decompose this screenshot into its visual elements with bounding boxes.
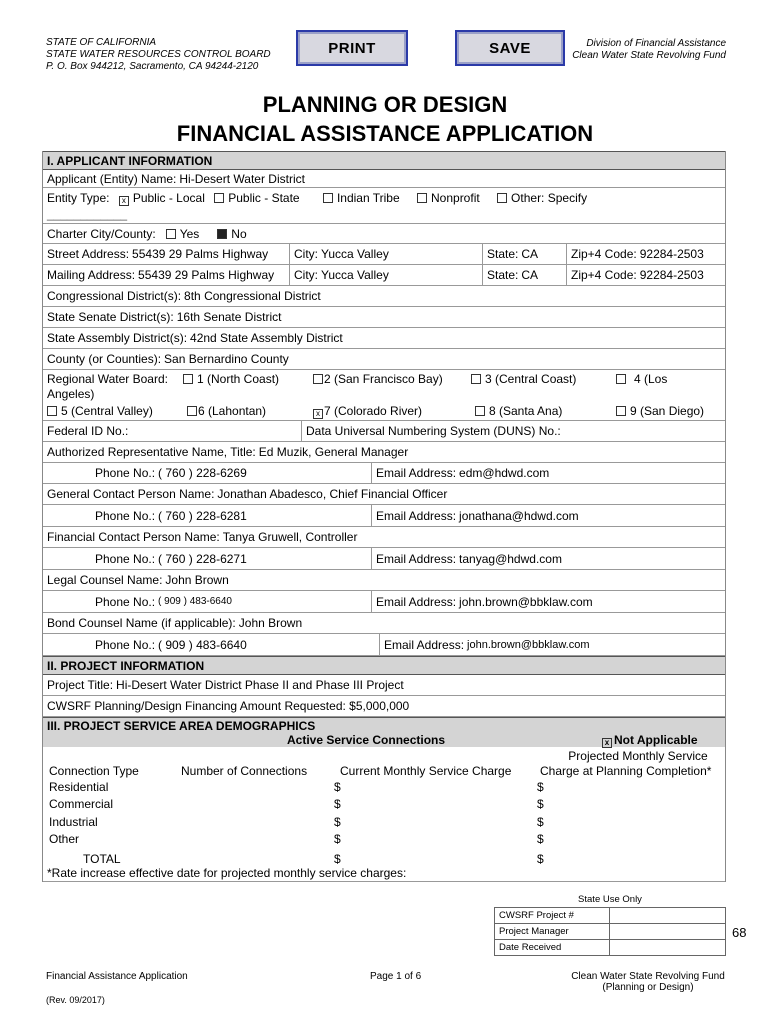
assembly-label: State Assembly District(s): [47,331,188,345]
auth-contact-row [43,463,725,484]
col-connection-type: Connection Type [49,764,139,778]
rwb-4-label: 4 (Los [634,372,668,386]
congress-label: Congressional District(s): [47,289,182,303]
rwb-7-label: 7 (Colorado River) [324,404,423,418]
form-title-line-2: FINANCIAL ASSISTANCE APPLICATION [176,121,594,146]
rwb-3-label: 3 (Central Coast) [485,372,577,386]
zip-field[interactable]: 92284-2503 [639,247,704,261]
rwb-label: Regional Water Board: [47,372,168,386]
other-checkbox[interactable] [497,193,507,203]
rwb-1-checkbox[interactable] [183,374,193,384]
mail-city-label: City: [294,268,318,282]
legal-email-label: Email Address: [376,594,457,609]
footer-revision: (Rev. 09/2017) [46,995,105,1005]
nonprofit-label: Nonprofit [431,191,480,205]
rwb-4-checkbox[interactable] [616,374,626,384]
bond-field[interactable]: John Brown [238,616,303,630]
regional-water-board-row [43,370,725,421]
public-state-label: Public - State [228,191,300,205]
applicant-row [43,170,725,188]
rwb-2-checkbox[interactable] [313,374,323,384]
auth-rep-row [43,442,725,463]
senate-field[interactable]: 16th Senate District [176,310,282,324]
row-total-projected[interactable]: $ [537,852,544,866]
charter-row [43,224,725,244]
bond-phone-label: Phone No.: [95,637,156,652]
fin-email-field[interactable]: tanyag@hdwd.com [459,551,562,566]
gen-email-label: Email Address: [376,508,457,523]
legal-label: Legal Counsel Name: [47,573,163,587]
not-applicable-checkbox[interactable]: x [602,738,612,748]
footer-left: Financial Assistance Application [46,971,188,982]
rwb-5-label: 5 (Central Valley) [61,404,153,418]
row-other-current[interactable]: $ [334,832,341,846]
page-number-handwritten: 68 [732,925,747,940]
row-industrial-label: Industrial [49,815,98,829]
not-applicable-label: Not Applicable [614,733,698,747]
row-total-current[interactable]: $ [334,852,341,866]
gen-contact-row [43,484,725,505]
footer-right-line-2: (Planning or Design) [602,982,694,993]
rwb-9-checkbox[interactable] [616,406,626,416]
footer-page: Page 1 of 6 [370,971,422,982]
charter-yes-checkbox[interactable] [166,229,176,239]
public-state-checkbox[interactable] [214,193,224,203]
mailing-row [43,265,725,286]
legal-phone-field[interactable]: ( 909 ) 483-6640 [158,596,232,607]
bond-email-label: Email Address: [384,637,465,652]
fin-label: Financial Contact Person Name: [47,530,220,544]
auth-email-field[interactable]: edm@hdwd.com [459,466,550,480]
public-local-label: Public - Local [132,191,205,205]
agency-line-3: P. O. Box 944212, Sacramento, CA 94244-2120 [46,61,259,72]
county-field[interactable]: San Bernardino County [164,352,289,366]
public-local-checkbox[interactable]: x [119,196,129,206]
rwb-5-checkbox[interactable] [47,406,57,416]
print-button[interactable]: PRINT [296,30,408,66]
mailing-field[interactable]: 55439 29 Palms Highway [138,268,275,282]
row-other-label: Other [49,832,80,846]
rwb-6-label: 6 (Lahontan) [198,404,267,418]
col-current-charge: Current Monthly Service Charge [340,764,512,778]
gen-field[interactable]: Jonathan Abadesco, Chief Financial Officer [217,487,448,501]
row-residential-label: Residential [49,780,109,794]
section-3-heading: III. PROJECT SERVICE AREA DEMOGRAPHICS [43,717,725,733]
fin-phone-field[interactable]: ( 760 ) 228-6271 [158,551,247,566]
legal-email-field[interactable]: john.brown@bbklaw.com [459,594,593,609]
nonprofit-checkbox[interactable] [417,193,427,203]
rwb-8-checkbox[interactable] [475,406,485,416]
project-manager-label: Project Manager [495,924,610,939]
federal-id-row [43,421,725,442]
project-title-label: Project Title: [47,678,114,692]
agency-line-1: STATE OF CALIFORNIA [46,37,157,48]
other-specify-field[interactable]: ____________ [47,207,128,221]
bond-row [43,613,725,634]
row-residential-current[interactable]: $ [334,780,341,794]
section-1-heading: I. APPLICANT INFORMATION [43,151,725,170]
rate-footnote: *Rate increase effective date for projected monthly service charges: [47,866,407,880]
state-use-heading: State Use Only [578,894,642,905]
date-received-label: Date Received [495,940,610,955]
footer-right [570,971,726,993]
division-block [572,38,726,62]
row-commercial-projected[interactable]: $ [537,797,544,811]
row-total-label: TOTAL [83,852,121,866]
city-field[interactable]: Yucca Valley [321,247,389,261]
row-industrial-projected[interactable]: $ [537,815,544,829]
state-label: State: [487,247,519,261]
row-industrial-current[interactable]: $ [334,815,341,829]
active-connections-heading: Active Service Connections [287,733,446,747]
application-form [42,151,726,882]
state-field[interactable]: CA [521,247,539,261]
legal-field[interactable]: John Brown [165,573,229,587]
rwb-3-checkbox[interactable] [471,374,481,384]
street-row [43,244,725,265]
auth-email-label: Email Address: [376,466,457,480]
gen-label: General Contact Person Name: [47,487,215,501]
state-use-row [494,940,726,956]
rwb-4-label-cont: Angeles) [47,387,95,401]
legal-phone-label: Phone No.: [95,594,156,609]
form-title-line-1: PLANNING OR DESIGN [262,92,508,117]
mail-state-field[interactable]: CA [521,268,539,282]
col-projected-line1: Projected Monthly Service [568,749,708,763]
agency-block [46,37,271,73]
auth-field[interactable]: Ed Muzik, General Manager [258,445,409,459]
rwb-9-label: 9 (San Diego) [630,404,705,418]
row-commercial-current[interactable]: $ [334,797,341,811]
project-number-label: CWSRF Project # [495,908,610,923]
division-line-2: Clean Water State Revolving Fund [572,50,726,61]
division-line-1: Division of Financial Assistance [586,38,726,49]
applicant-label: Applicant (Entity) Name: [47,171,177,186]
charter-yes-label: Yes [179,226,200,241]
entity-type-label: Entity Type: [47,191,110,205]
project-title-row [43,675,725,696]
save-button[interactable]: SAVE [455,30,565,66]
legal-contact-row [43,591,725,613]
row-commercial-label: Commercial [49,797,114,811]
bond-phone-field[interactable]: ( 909 ) 483-6640 [158,637,247,652]
fin-phone-label: Phone No.: [95,551,156,566]
mailing-label: Mailing Address: [47,268,136,282]
other-label: Other: Specify [511,191,588,205]
fin-email-label: Email Address: [376,551,457,566]
charter-label: Charter City/County: [47,226,156,241]
auth-label: Authorized Representative Name, Title: [47,445,256,459]
mail-zip-field[interactable]: 92284-2503 [639,268,704,282]
row-residential-projected[interactable]: $ [537,780,544,794]
state-use-row [494,924,726,940]
footer-right-line-1: Clean Water State Revolving Fund [571,971,725,982]
assembly-row [43,328,725,349]
fin-contact-row [43,527,725,548]
amount-label: CWSRF Planning/Design Financing Amount Requested: $ [47,699,356,713]
auth-phone-label: Phone No.: [95,466,156,480]
charter-no-label: No [231,226,247,241]
congress-field[interactable]: 8th Congressional District [184,289,321,303]
project-title-field[interactable]: Hi-Desert Water District Phase II and Phase III Project [116,678,404,692]
congress-row [43,286,725,307]
senate-row [43,307,725,328]
bond-email-field[interactable]: john.brown@bbklaw.com [467,638,590,651]
state-use-box [494,893,726,956]
county-row [43,349,725,370]
charter-no-checkbox[interactable] [217,229,227,239]
indian-tribe-label: Indian Tribe [336,191,400,205]
gen-phone-label: Phone No.: [95,508,156,523]
gen-contact-info-row [43,505,725,527]
rwb-8-label: 8 (Santa Ana) [489,404,563,418]
mail-zip-label: Zip+4 Code: [571,268,637,282]
street-field[interactable]: 55439 29 Palms Highway [132,247,269,261]
senate-label: State Senate District(s): [47,310,174,324]
indian-tribe-checkbox[interactable] [323,193,333,203]
amount-field[interactable]: 5,000,000 [355,699,410,713]
entity-type-row [43,188,725,224]
fedid-label: Federal ID No.: [47,424,129,438]
gen-phone-field[interactable]: ( 760 ) 228-6281 [158,508,247,523]
mail-city-field[interactable]: Yucca Valley [321,268,389,282]
rwb-1-label: 1 (North Coast) [197,372,280,386]
rwb-6-checkbox[interactable] [187,406,197,416]
demographics-table [43,733,725,882]
bond-label: Bond Counsel Name (if applicable): [47,616,236,630]
gen-email-field[interactable]: jonathana@hdwd.com [459,508,579,523]
section-2-heading: II. PROJECT INFORMATION [43,656,725,675]
assembly-field[interactable]: 42nd State Assembly District [190,331,343,345]
street-label: Street Address: [47,247,130,261]
col-number-connections: Number of Connections [181,764,308,778]
fin-contact-info-row [43,548,725,570]
county-label: County (or Counties): [47,352,162,366]
agency-line-2: STATE WATER RESOURCES CONTROL BOARD [46,49,271,60]
row-other-projected[interactable]: $ [537,832,544,846]
duns-label: Data Universal Numbering System (DUNS) No.: [306,424,561,438]
city-label: City: [294,247,318,261]
rwb-7-checkbox[interactable]: x [313,409,323,419]
amount-row [43,696,725,717]
legal-row [43,570,725,591]
state-use-row [494,907,726,924]
zip-label: Zip+4 Code: [571,247,637,261]
mail-state-label: State: [487,268,519,282]
rwb-2-label: 2 (San Francisco Bay) [324,372,443,386]
col-projected-line2: Charge at Planning Completion* [540,764,712,778]
fin-field[interactable]: Tanya Gruwell, Controller [222,530,358,544]
auth-phone-field[interactable]: ( 760 ) 228-6269 [158,466,247,480]
applicant-field[interactable]: Hi-Desert Water District [179,171,305,186]
bond-contact-row [43,634,725,656]
